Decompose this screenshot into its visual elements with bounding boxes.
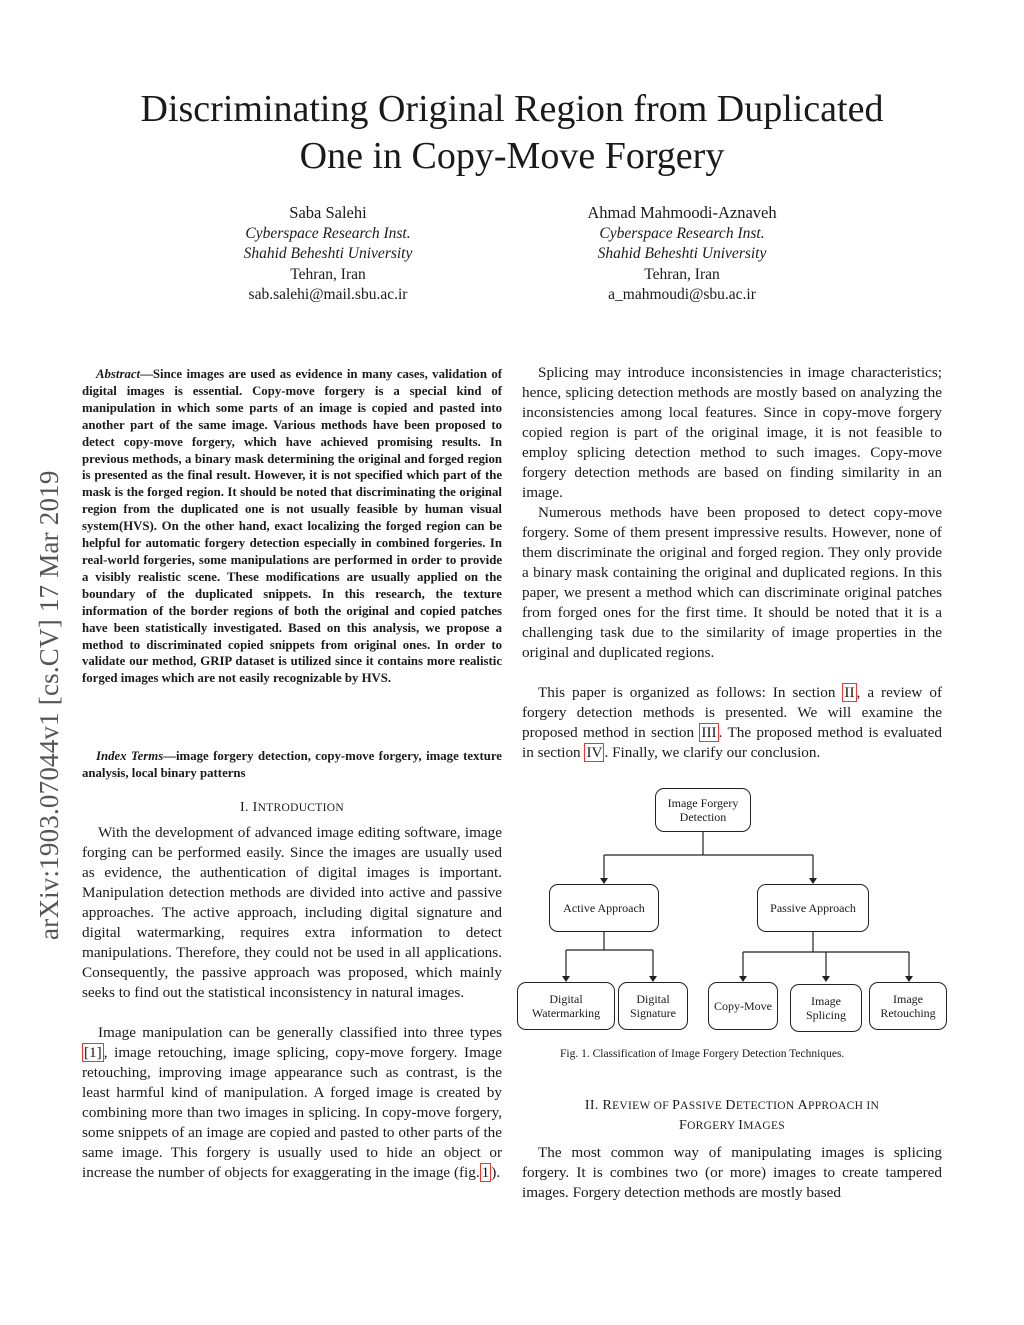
text-run: Image manipulation can be generally classified into three types — [98, 1024, 502, 1041]
text-run: . Finally, we clarify our conclusion. — [604, 744, 821, 761]
author-affiliation: Cyberspace Research Inst. — [599, 224, 765, 242]
author-city: Tehran, Iran — [290, 265, 366, 283]
author-university: Shahid Beheshti University — [243, 245, 413, 262]
node-label: Image Forgery — [667, 796, 739, 810]
heading-cap: D — [725, 1098, 736, 1113]
heading-cap: P — [672, 1098, 681, 1113]
node-label: Digital — [549, 992, 583, 1006]
section-link[interactable]: IV — [586, 744, 603, 761]
text-run: This paper is organized as follows: In section — [538, 684, 843, 701]
citation-link[interactable]: [1] — [84, 1044, 102, 1061]
author-block-1 — [158, 203, 498, 306]
author-name: Saba Salehi — [289, 203, 367, 222]
abstract-label: Abstract — [96, 367, 141, 381]
node-active-approach: Active Approach — [549, 884, 659, 932]
node-digital-signature — [618, 982, 688, 1030]
heading-smallcaps: ASSIVE — [680, 1100, 726, 1112]
section-link[interactable]: II — [844, 684, 855, 701]
node-label: Splicing — [805, 1008, 846, 1022]
abstract-text: —Since images are used as evidence in many cases, validation of digital images is essential. Copy-move forgery is a special kind of manipulation in which some parts of an image is copied and pasted into another part of the same image. Various methods have been proposed to detect copy-move forgery, which have achieved promising results. In previous methods, a binary mask determining the original and forged region is presented as the final result. However, it is not specified which part of the mask is the forged region. It should be noted that discriminating the original region from the duplicated one is not usually feasible by human visual system(HVS). On the other hand, exact localizing the forged region can be helpful for automatic forgery detection especially in combined forgeries. In real-world forgeries, some manipulations are performed in order to provide a visibly realistic scene. These modifications are usually applied on the boundary of the duplicated snippets. In this research, the texture information of the border regions of both the original and copied patches have been statistically investigated. Based on this analysis, we propose a method to discriminated copied snippets from original ones. In order to validate our method, GRIP dataset is utilized since it contains more realistic forged images which are not easily recognizable by HVS. — [82, 367, 502, 686]
arxiv-identifier: arXiv:1903.07044v1 [cs.CV] 17 Mar 2019 — [34, 470, 64, 940]
abstract — [82, 366, 502, 687]
section-heading-review — [522, 1096, 942, 1136]
index-terms-text: —image forgery detection, copy-move forgery, image texture analysis, local binary patterns — [82, 749, 502, 780]
node-label: Image — [893, 992, 923, 1006]
section-number: I. — [240, 800, 253, 815]
node-passive-approach: Passive Approach — [757, 884, 869, 932]
intro-paragraph-2 — [82, 1023, 502, 1183]
heading-cap: R — [602, 1098, 613, 1113]
intro-paragraph-1: With the development of advanced image editing software, image forging can be performed easily. Since the images are usually used as evidence, the authentication of digital images is important. Manipulation detection methods are divided into active and passive approaches. The active approach, including digital signature and digital watermarking, requires extra information to detect manipulations. Therefore, they could not be used in all applications. Consequently, the passive approach was proposed, which mainly seeks to find out the statistical inconsistency in natural images. — [82, 824, 502, 1001]
author-affiliation: Cyberspace Research Inst. — [245, 224, 411, 242]
author-email: a_mahmoudi@sbu.ac.ir — [608, 286, 756, 303]
figure-1-diagram — [512, 782, 952, 1052]
heading-smallcaps: MAGES — [743, 1120, 786, 1132]
node-copy-move: Copy-Move — [708, 982, 778, 1030]
node-image-forgery-detection — [655, 788, 751, 832]
right-paragraph-3 — [522, 683, 942, 763]
author-block-2 — [512, 203, 852, 306]
figure-link[interactable]: 1 — [481, 1164, 490, 1181]
heading-cap: F — [678, 1118, 688, 1133]
heading-smallcaps: ORGERY — [687, 1120, 739, 1132]
author-city: Tehran, Iran — [644, 265, 720, 283]
right-paragraph-2: Numerous methods have been proposed to detect copy-move forgery. Some of them present impressive results. However, none of them discriminate the original and forged region. They only provide a binary mask containing the original and duplicated regions. In this paper, we present a method which can discriminate original patches from forged ones for the first time. It should be noted that it is a challenging task due to the similarity of image properties in the original and duplicated regions. — [522, 504, 942, 661]
heading-cap: I — [738, 1118, 744, 1133]
node-image-retouching — [869, 982, 947, 1030]
index-terms — [82, 748, 502, 782]
node-label: Digital — [636, 992, 670, 1006]
title-line-1: Discriminating Original Region from Duplicated — [140, 88, 884, 130]
node-image-splicing — [790, 984, 862, 1032]
node-label: Detection — [679, 810, 727, 824]
node-label: Retouching — [880, 1006, 936, 1020]
text-run: . The proposed method is evaluated in section — [522, 724, 942, 761]
heading-cap: A — [797, 1098, 809, 1113]
right-paragraph-1: Splicing may introduce inconsistencies in image characteristics; hence, splicing detection methods are mostly based on analyzing the inconsistencies among local features. Since in copy-move forgery copied region is part of the original image, it is not feasible to employ splicing detection method to such images. Copy-move forgery detection methods are based on finding similarity in an image. — [522, 364, 942, 501]
heading-smallcaps: ETECTION — [735, 1100, 798, 1112]
heading-smallcaps: PPROACH IN — [808, 1100, 880, 1112]
paper-title — [0, 86, 1024, 180]
author-university: Shahid Beheshti University — [597, 245, 767, 262]
figure-1-caption: Fig. 1. Classification of Image Forgery Detection Techniques. — [560, 1048, 845, 1060]
review-paragraph-1: The most common way of manipulating images is splicing forgery. It is combines two (or more) images to create tampered images. Forgery detection methods are mostly based — [522, 1144, 942, 1201]
title-line-2: One in Copy-Move Forgery — [299, 135, 725, 177]
heading-smallcaps: EVIEW OF — [612, 1100, 673, 1112]
heading-cap: I — [252, 800, 258, 815]
index-terms-label: Index Terms — [96, 749, 164, 763]
section-heading-introduction — [82, 798, 502, 818]
text-run: , a review of forgery detection methods is presented. We will examine the proposed method in section — [522, 684, 943, 741]
text-run: , image retouching, image splicing, copy-move forgery. Image retouching, improving image appearance such as contrast, is the least harmful kind of manipulation. A forged image is created by combining more than two images in splicing. In copy-move forgery, some snippets of an image are copied and pasted to other parts of the same image. This forgery is usually used to hide an object or increase the number of objects for exaggerating in the image (fig. — [82, 1044, 502, 1181]
section-link[interactable]: III — [701, 724, 717, 741]
section-number: II. — [584, 1098, 603, 1113]
node-label: Signature — [630, 1006, 676, 1020]
heading-smallcaps: NTRODUCTION — [257, 802, 344, 814]
node-label: Image — [811, 994, 841, 1008]
node-label: Watermarking — [531, 1006, 601, 1020]
author-name: Ahmad Mahmoodi-Aznaveh — [587, 203, 777, 222]
text-run: ). — [491, 1164, 501, 1181]
node-digital-watermarking — [517, 982, 615, 1030]
author-email: sab.salehi@mail.sbu.ac.ir — [248, 286, 408, 303]
